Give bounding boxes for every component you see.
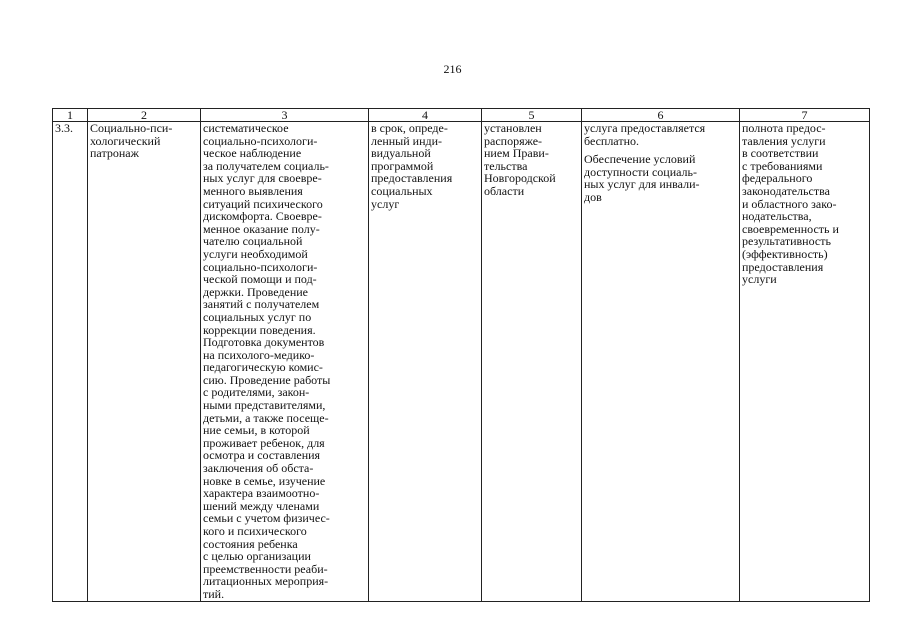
service-terms: в срок, опреде- ленный инди- видуальной программой предоставления социальных услуг [371, 121, 453, 211]
service-conditions-payment: услуга предоставляется бесплатно. [584, 121, 706, 148]
header-col-3: 3 [201, 109, 369, 122]
header-col-5: 5 [482, 109, 582, 122]
service-quality: полнота предос- тавления услуги в соответствии с требованиями федерального законодательства и областного зако- нодательства, своевременность и результативность (эффективность) предоставления услуги [742, 121, 839, 287]
service-description: систематическое социально-психологи- ческое наблюдение за получателем социаль- ных услуг для своевре- менного выявления ситуаций психического дискомфорта. Своевре- менное оказание полу- чателю социальной услуги необходимой социально-психологи- ческой помощи и под- держки. Проведение занятий с получателем социальных услуг по коррекции поведения. Подготовка документов на психолого-медико- педагогическую комис- сию. Проведение работы с родителями, закон- ными представителями, детьми, а также посеще- ние семьи, в которой проживает ребенок, для осмотра и составления заключения об обста- новке в семье, изучение характера взаимоотно- шений между членами семьи с учетом физичес- кого и психического состояния ребенка с целью организации преемственности реаби- литационных мероприя- тий. [203, 121, 331, 601]
service-name-cell [88, 122, 201, 602]
service-tariff: установлен распоряже- нием Прави- тельства Новгородской области [484, 121, 556, 198]
header-col-2: 2 [88, 109, 201, 122]
service-name: Социально-пси- хологический патронаж [90, 121, 173, 161]
description-cell [201, 122, 369, 602]
table-row [53, 122, 870, 602]
page-number: 216 [443, 62, 462, 76]
service-conditions-accessibility: Обеспечение условий доступности социаль- ных услуг для инвали- дов [584, 152, 700, 204]
terms-cell [369, 122, 482, 602]
services-table [52, 108, 870, 602]
tariff-cell [482, 122, 582, 602]
row-number: 3.3. [55, 121, 73, 135]
conditions-cell [582, 122, 740, 602]
row-number-cell [53, 122, 88, 602]
header-col-7: 7 [740, 109, 870, 122]
header-col-1: 1 [53, 109, 88, 122]
header-col-6: 6 [582, 109, 740, 122]
header-col-4: 4 [369, 109, 482, 122]
header-row [53, 109, 870, 122]
quality-cell [740, 122, 870, 602]
